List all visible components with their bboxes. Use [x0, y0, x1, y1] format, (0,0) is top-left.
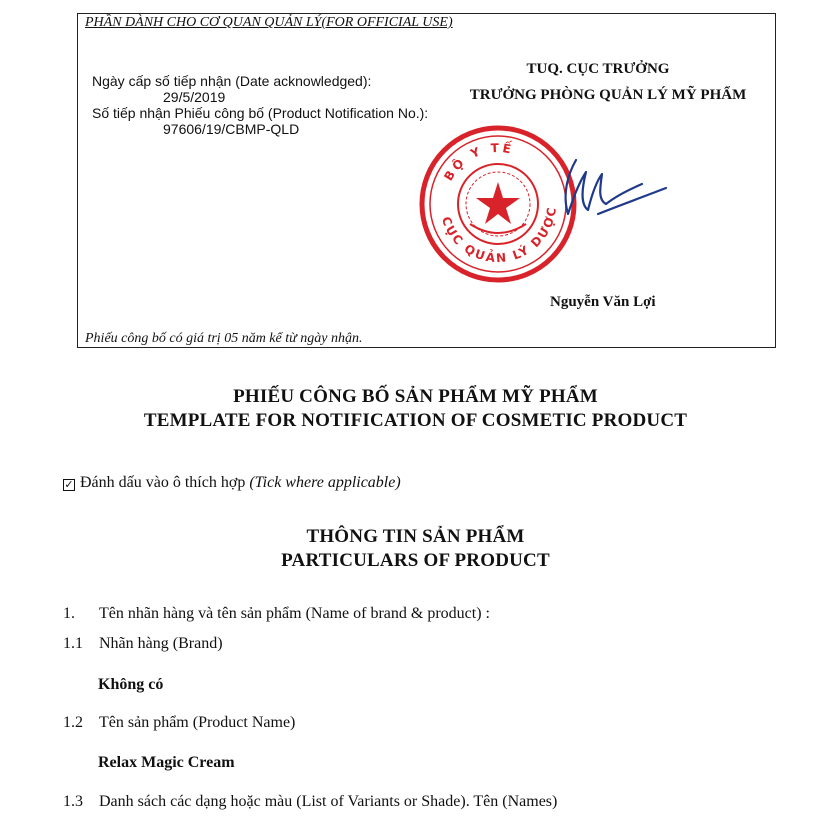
notification-number-value: 97606/19/CBMP-QLD: [163, 121, 300, 137]
item-number: 1.1: [63, 635, 83, 652]
section-title-vietnamese: THÔNG TIN SẢN PHẨM: [306, 526, 525, 547]
date-acknowledged-value: 29/5/2019: [163, 89, 226, 105]
official-use-header: PHẦN DÀNH CHO CƠ QUAN QUẢN LÝ(FOR OFFICIAL USE): [85, 15, 453, 30]
notification-number-label: Số tiếp nhận Phiếu công bố (Product Notification No.):: [92, 105, 429, 121]
item-number: 1.3: [63, 793, 83, 810]
tick-instruction-vi: Đánh dấu vào ô thích hợp: [80, 474, 246, 491]
authority-department: TRƯỞNG PHÒNG QUẢN LÝ MỸ PHẨM: [469, 87, 747, 103]
item-1-1-brand: [63, 635, 223, 653]
tick-instruction: [63, 474, 401, 492]
item-1: [63, 605, 490, 623]
seal-text-top: BỘ Y TẾ: [441, 140, 515, 184]
seal-text-bottom: CỤC QUẢN LÝ DƯỢC: [438, 204, 560, 266]
form-title-vietnamese: PHIẾU CÔNG BỐ SẢN PHẨM MỸ PHẨM: [233, 386, 598, 407]
tick-instruction-en: (Tick where applicable): [249, 474, 401, 491]
item-label: Nhãn hàng (Brand): [99, 635, 223, 652]
validity-note: Phiếu công bố có giá trị 05 năm kể từ ngày nhận.: [85, 331, 363, 346]
signer-name: Nguyễn Văn Lợi: [550, 294, 656, 310]
item-1-3-variants: [63, 793, 557, 811]
product-name-value: Relax Magic Cream: [98, 754, 235, 771]
item-1-2-product-name: [63, 714, 295, 732]
brand-value: Không có: [98, 676, 164, 693]
item-label: Danh sách các dạng hoặc màu (List of Variants or Shade). Tên (Names): [99, 793, 558, 810]
item-number: 1.: [63, 605, 75, 622]
authority-title: TUQ. CỤC TRƯỞNG: [526, 61, 670, 77]
form-title-english: TEMPLATE FOR NOTIFICATION OF COSMETIC PRODUCT: [143, 410, 688, 431]
official-seal-stamp: [418, 124, 578, 284]
item-number: 1.2: [63, 714, 83, 731]
checkbox-checked-icon: ✓: [64, 479, 74, 491]
item-label: Tên sản phẩm (Product Name): [99, 714, 296, 731]
date-acknowledged-label: Ngày cấp số tiếp nhận (Date acknowledged):: [92, 73, 372, 89]
section-title-english: PARTICULARS OF PRODUCT: [281, 550, 550, 571]
official-use-box: [77, 13, 776, 348]
handwritten-signature: [558, 154, 673, 229]
item-label: Tên nhãn hàng và tên sản phẩm (Name of brand & product) :: [99, 605, 490, 622]
